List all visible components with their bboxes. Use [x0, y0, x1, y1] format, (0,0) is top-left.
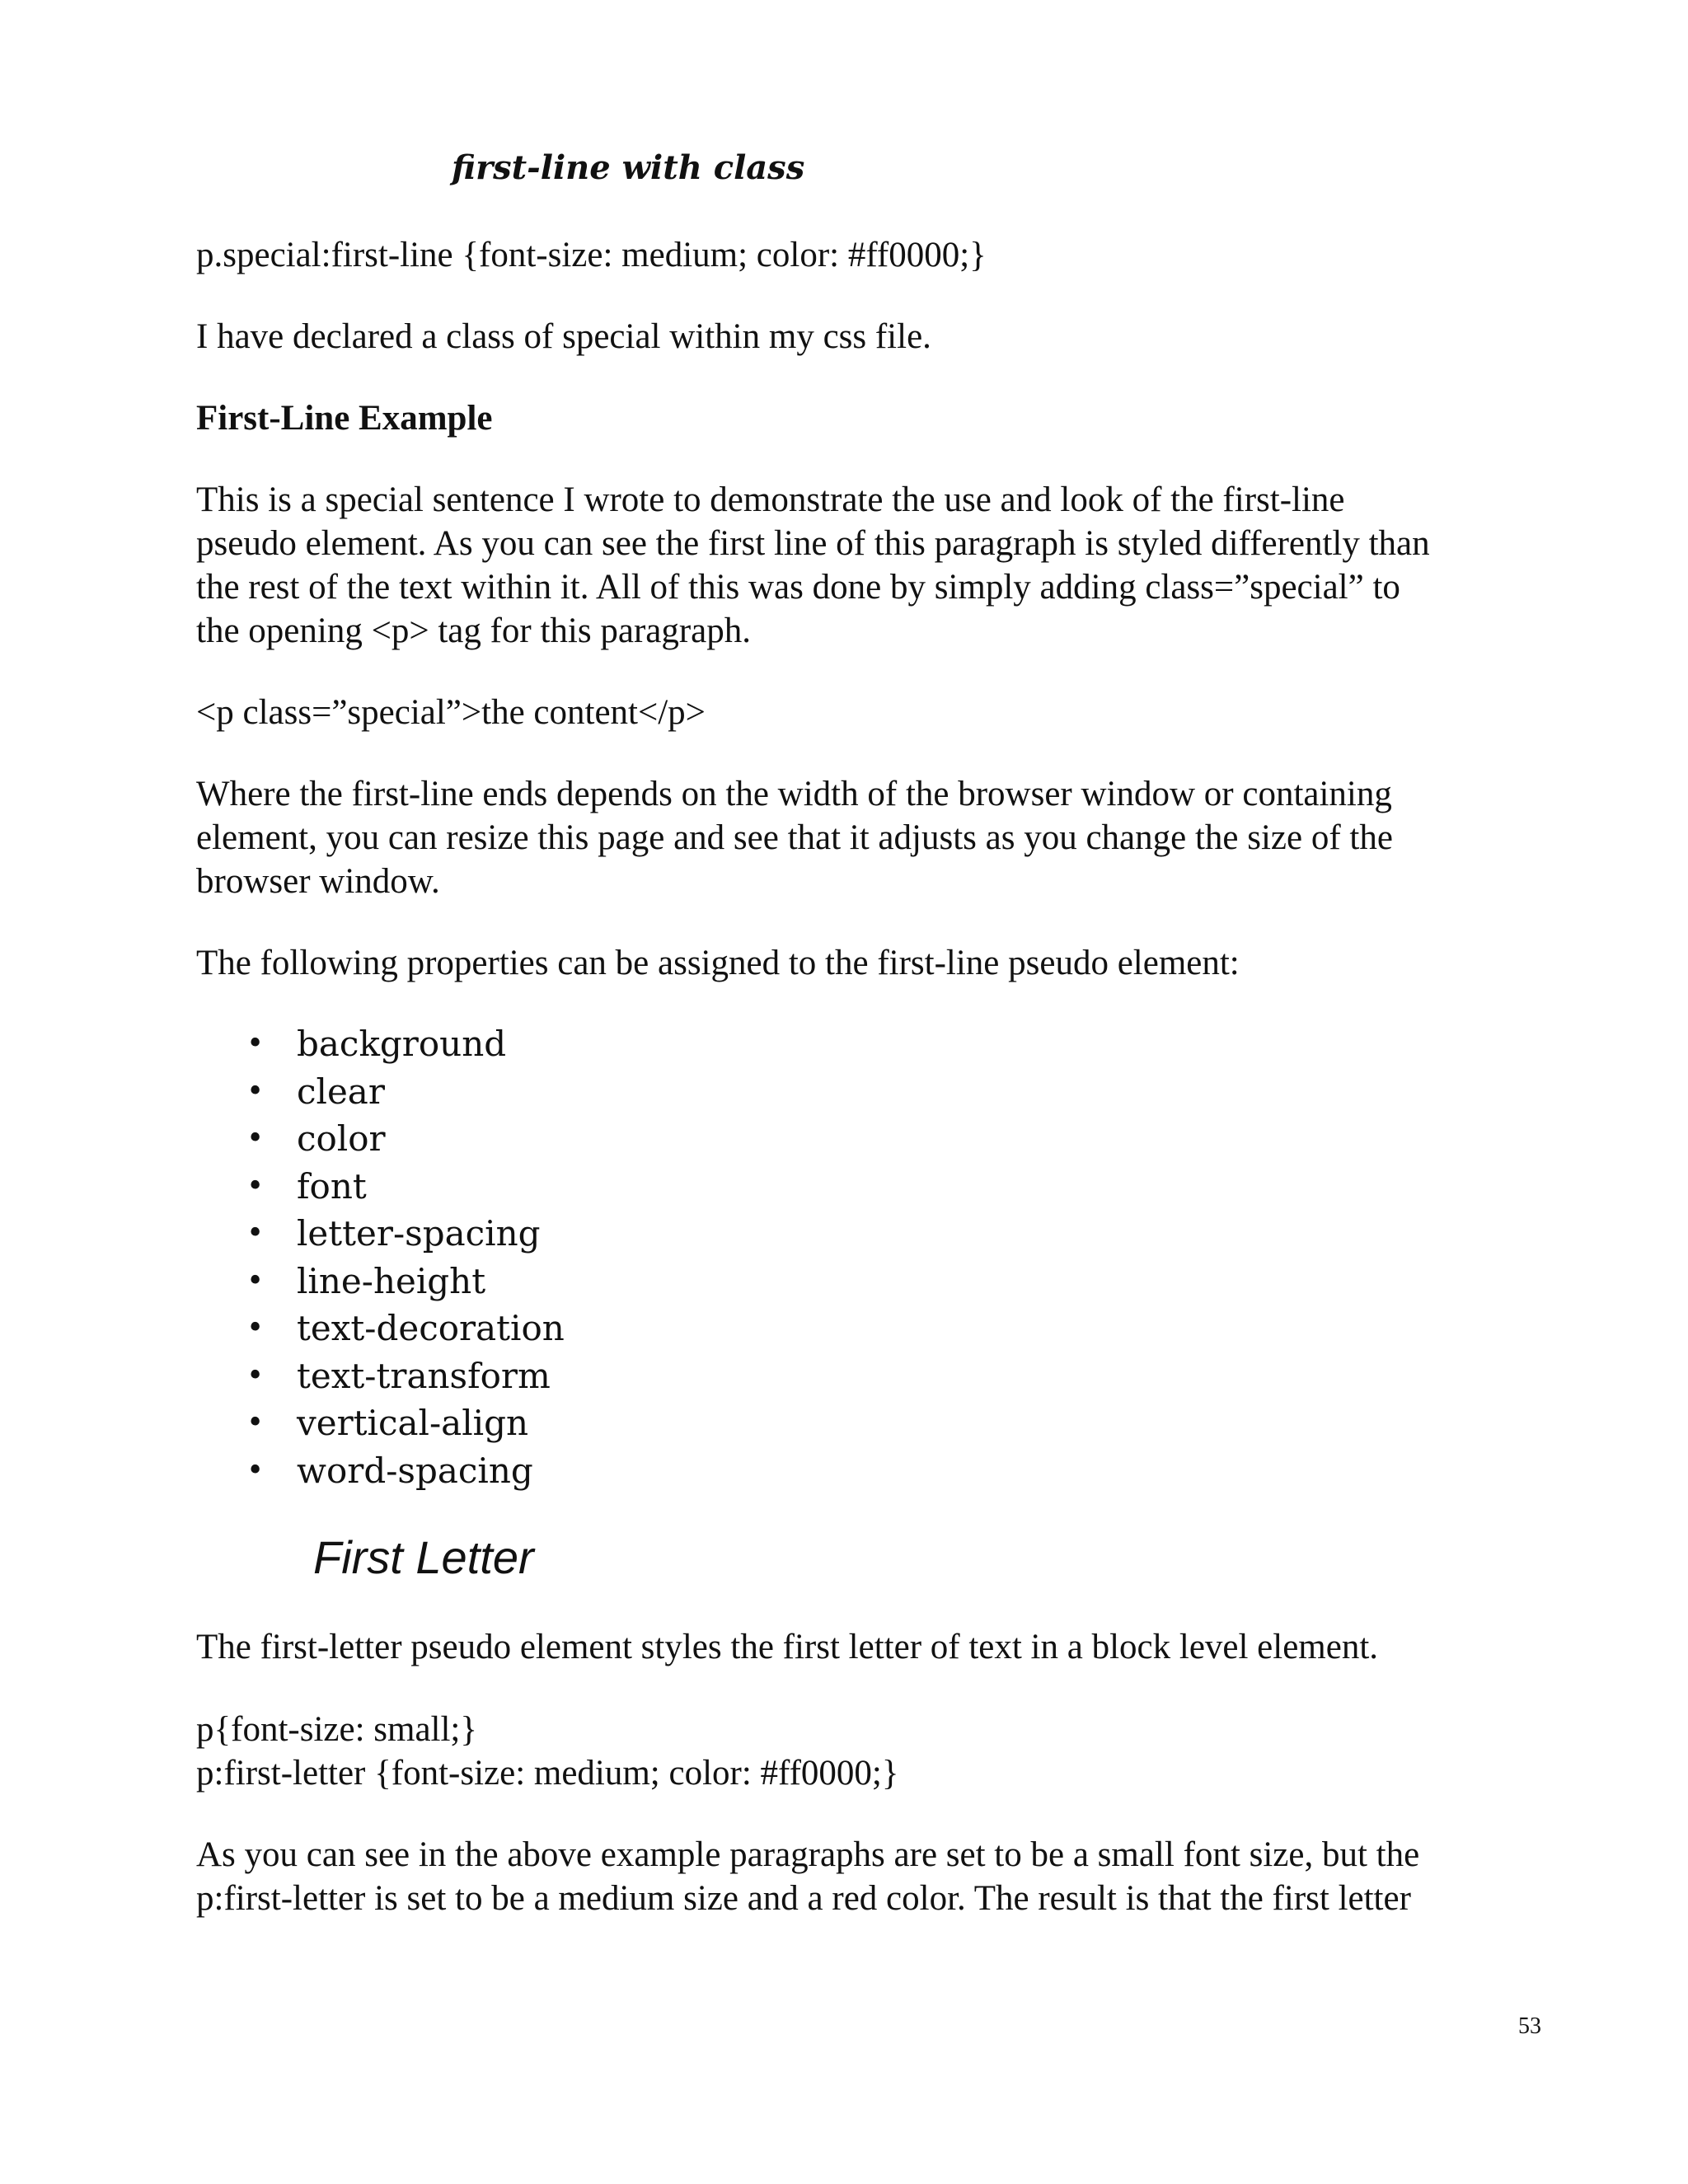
list-item [199, 1115, 565, 1163]
code-block-first-letter [196, 1708, 899, 1795]
list-item-label: background [297, 1024, 507, 1064]
heading-first-line-example: First-Line Example [196, 399, 493, 438]
paragraph-line: element, you can resize this page and see that it adjusts as you change the size of the [196, 818, 1393, 857]
heading-first-letter: First Letter [313, 1531, 534, 1583]
code-html-example: <p class=”special”>the content</p> [196, 693, 706, 732]
paragraph-following-properties: The following properties can be assigned to the first-line pseudo element: [196, 944, 1240, 982]
list-item-label: clear [297, 1071, 385, 1112]
list-item-label: text-decoration [297, 1308, 565, 1348]
bullet-icon: • [246, 1406, 265, 1440]
list-item-label: word-spacing [297, 1450, 533, 1491]
code-line: p{font-size: small;} [196, 1710, 478, 1749]
list-item-label: color [297, 1118, 386, 1159]
paragraph-special-sentence [196, 478, 1430, 653]
list-item-label: line-height [297, 1260, 486, 1301]
list-item [199, 1352, 565, 1400]
bullet-icon: • [246, 1453, 265, 1488]
bullet-icon: • [246, 1027, 265, 1061]
code-css-rule: p.special:first-line {font-size: medium; color: #ff0000;} [196, 236, 987, 274]
paragraph-line: This is a special sentence I wrote to demonstrate the use and look of the first-line [196, 480, 1345, 519]
list-item [199, 1399, 565, 1447]
paragraph-line: Where the first-line ends depends on the width of the browser window or containing [196, 775, 1392, 813]
bullet-icon: • [246, 1169, 265, 1203]
bullet-icon: • [246, 1216, 265, 1250]
list-item [199, 1210, 565, 1258]
paragraph-where-first-line-ends [196, 772, 1393, 903]
list-item [199, 1258, 565, 1305]
list-item [199, 1305, 565, 1352]
list-item-label: font [297, 1165, 367, 1207]
paragraph-line: As you can see in the above example paragraphs are set to be a small font size, but the [196, 1835, 1420, 1874]
list-item-label: letter-spacing [297, 1213, 541, 1254]
paragraph-line: pseudo element. As you can see the first line of this paragraph is styled differently than [196, 524, 1430, 563]
bullet-icon: • [246, 1122, 265, 1155]
paragraph-first-letter-description: The first-letter pseudo element styles the first letter of text in a block level element. [196, 1628, 1379, 1666]
paragraph-line: the opening <p> tag for this paragraph. [196, 612, 752, 650]
list-item [199, 1447, 565, 1495]
bullet-icon: • [246, 1311, 265, 1345]
list-item [199, 1020, 565, 1068]
list-item [199, 1163, 565, 1211]
code-line: p:first-letter {font-size: medium; color: #ff0000;} [196, 1754, 899, 1793]
paragraph-line: the rest of the text within it. All of this was done by simply adding class=”special” to [196, 568, 1400, 607]
list-item [199, 1068, 565, 1116]
properties-list [199, 1020, 565, 1494]
paragraph-line: p:first-letter is set to be a medium size and a red color. The result is that the first letter [196, 1879, 1411, 1918]
paragraph-result [196, 1833, 1419, 1920]
paragraph-declared-class: I have declared a class of special within my css file. [196, 317, 931, 356]
subheading-first-line-with-class: first-line with class [452, 148, 805, 187]
bullet-icon: • [246, 1358, 265, 1393]
page-number: 53 [1518, 2013, 1541, 2039]
list-item-label: text-transform [297, 1355, 551, 1396]
paragraph-line: browser window. [196, 862, 440, 901]
list-item-label: vertical-align [297, 1403, 528, 1443]
bullet-icon: • [246, 1074, 265, 1108]
bullet-icon: • [246, 1263, 265, 1298]
